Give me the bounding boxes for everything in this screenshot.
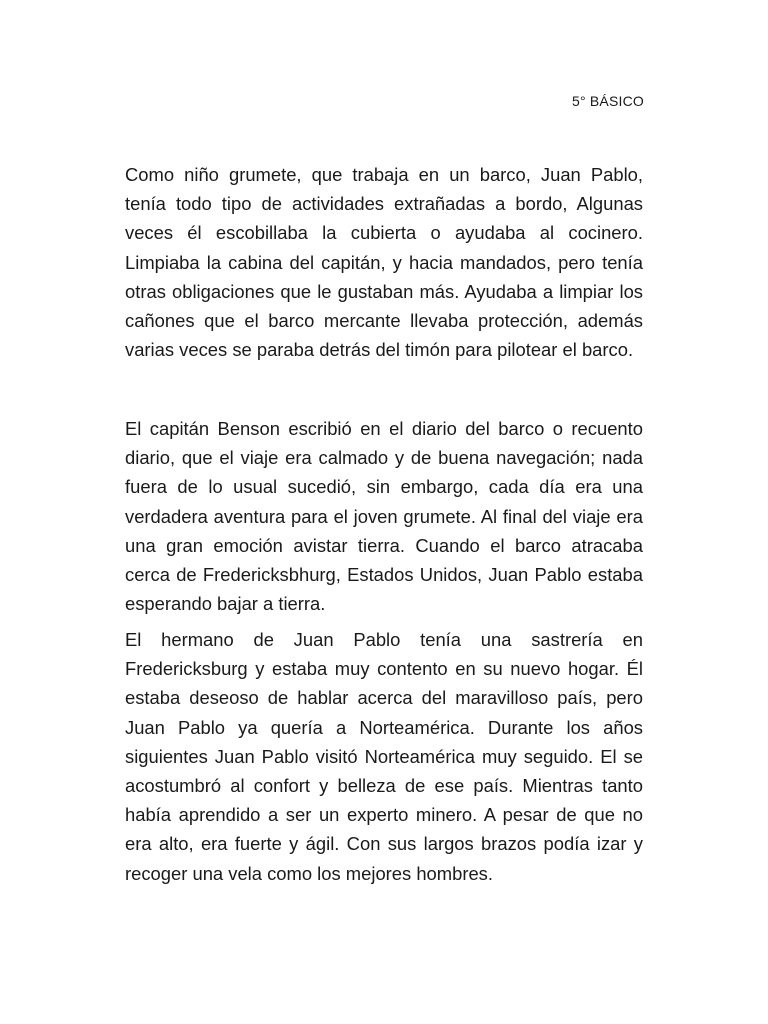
- paragraph-1: Como niño grumete, que trabaja en un barco, Juan Pablo, tenía todo tipo de actividades extrañadas a bordo, Algunas veces él escobillaba la cubierta o ayudaba al cocinero. Limpiaba la cabina del capitán, y hacia mandados, pero tenía otras obligaciones que le gustaban más. Ayudaba a limpiar los cañones que el barco mercante llevaba protección, además varias veces se paraba detrás del timón para pilotear el barco.: [125, 164, 643, 361]
- paragraph-2: El capitán Benson escribió en el diario del barco o recuento diario, que el viaje era calmado y de buena navegación; nada fuera de lo usual sucedió, sin embargo, cada día era una verdadera aventura para el joven grumete. Al final del viaje era una gran emoción avistar tierra. Cuando el barco atracaba cerca de Fredericksbhurg, Estados Unidos, Juan Pablo estaba esperando bajar a tierra.: [125, 418, 643, 615]
- grade-label: 5° BÁSICO: [572, 93, 644, 109]
- paragraph-3: El hermano de Juan Pablo tenía una sastrería en Fredericksburg y estaba muy contento en su nuevo hogar. Él estaba deseoso de hablar acerca del maravilloso país, pero Juan Pablo ya quería a Norteamérica. Durante los años siguientes Juan Pablo visitó Norteamérica muy seguido. El se acostumbró al confort y belleza de ese país. Mientras tanto había aprendido a ser un experto minero. A pesar de que no era alto, era fuerte y ágil. Con sus largos brazos podía izar y recoger una vela como los mejores hombres.: [125, 629, 643, 884]
